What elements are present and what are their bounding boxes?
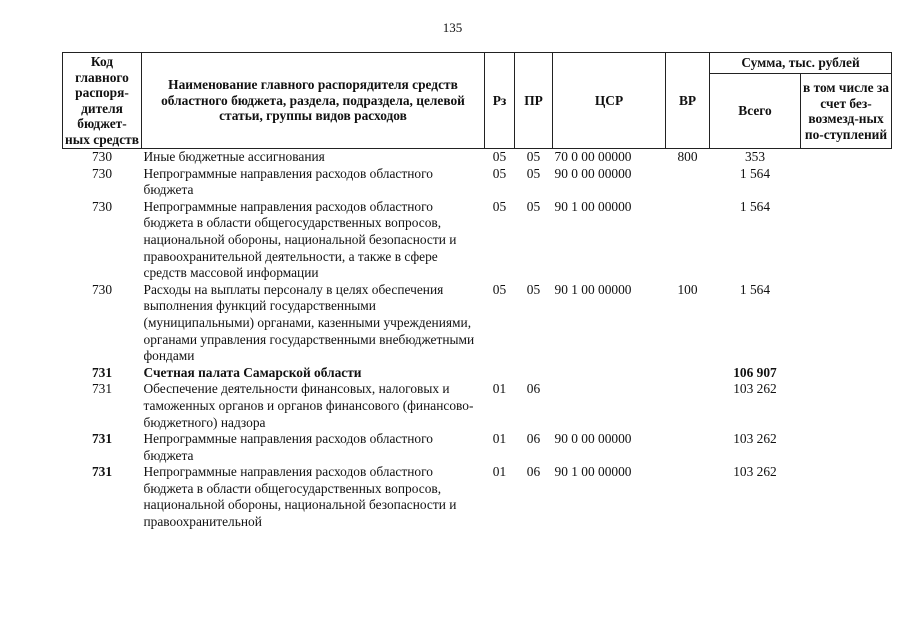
row-total: 106 907 — [733, 364, 777, 380]
row-code: 730 — [91, 149, 113, 164]
row-csr: 90 0 00 00000 — [554, 165, 632, 181]
row-vr — [666, 464, 710, 530]
row-csr — [553, 365, 666, 382]
header-name: Наименование главного распорядителя средств областного бюджета, раздела, подраздела, целевой статьи, группы видов расходов — [142, 53, 485, 149]
header-csr: ЦСР — [553, 53, 666, 149]
row-csr — [553, 381, 666, 431]
row-code: 730 — [91, 198, 113, 214]
page-number: 135 — [442, 20, 463, 35]
row-rz: 05 — [492, 198, 507, 214]
row-vr — [666, 381, 710, 431]
row-total: 1 564 — [739, 198, 771, 214]
row-vr — [666, 365, 710, 382]
row-csr: 90 0 00 00000 — [554, 431, 632, 447]
row-code: 730 — [91, 165, 113, 181]
table-row — [63, 166, 892, 199]
row-csr: 70 0 00 00000 — [554, 149, 632, 164]
row-vr — [666, 431, 710, 464]
row-pr: 06 — [526, 431, 541, 447]
row-gratuitous — [801, 431, 892, 464]
row-pr — [515, 365, 553, 382]
row-pr: 05 — [526, 149, 541, 164]
table-row — [63, 365, 892, 382]
table-body — [63, 149, 892, 531]
table-row — [63, 282, 892, 365]
row-vr: 800 — [677, 149, 698, 164]
budget-table — [62, 52, 892, 531]
row-rz: 01 — [492, 381, 507, 397]
row-rz: 01 — [492, 464, 507, 480]
row-gratuitous — [801, 381, 892, 431]
row-total: 1 564 — [739, 165, 771, 181]
row-csr: 90 1 00 00000 — [554, 281, 632, 297]
row-total: 1 564 — [739, 281, 771, 297]
row-gratuitous — [801, 149, 892, 166]
row-gratuitous — [801, 282, 892, 365]
row-pr: 05 — [526, 198, 541, 214]
row-name: Обеспечение деятельности финансовых, налоговых и таможенных органов и органов финансового (финансово-бюджетного) надзора — [143, 381, 474, 430]
row-gratuitous — [801, 464, 892, 530]
row-total: 103 262 — [733, 464, 777, 480]
header-vr: ВР — [666, 53, 710, 149]
row-csr: 90 1 00 00000 — [554, 198, 632, 214]
row-rz: 05 — [492, 165, 507, 181]
row-name: Счетная палата Самарской области — [143, 364, 362, 380]
row-name: Непрограммные направления расходов областного бюджета в области общегосударственных вопросов, национальной обороны, национальной безопасности и правоохранительной деятельности, а также в сфере средств массовой информации — [143, 198, 457, 281]
row-csr: 90 1 00 00000 — [554, 464, 632, 480]
header-rz: Рз — [485, 53, 515, 149]
table-row — [63, 149, 892, 166]
row-total: 103 262 — [733, 381, 777, 397]
row-name: Непрограммные направления расходов областного бюджета — [143, 431, 433, 463]
row-pr: 05 — [526, 281, 541, 297]
header-sum: Сумма, тыс. рублей — [710, 53, 892, 74]
row-pr: 06 — [526, 464, 541, 480]
row-name: Непрограммные направления расходов областного бюджета — [143, 165, 433, 198]
row-rz: 05 — [492, 281, 507, 297]
row-pr: 05 — [526, 165, 541, 181]
row-code: 730 — [91, 281, 113, 297]
row-code: 731 — [91, 464, 113, 480]
row-total: 103 262 — [733, 431, 777, 447]
header-total: Всего — [710, 74, 801, 149]
row-code: 731 — [91, 381, 113, 397]
row-name: Иные бюджетные ассигнования — [143, 149, 325, 164]
row-pr: 06 — [526, 381, 541, 397]
row-vr: 100 — [677, 281, 698, 297]
table-row — [63, 464, 892, 530]
row-rz: 05 — [492, 149, 507, 164]
table-header — [63, 53, 892, 149]
row-gratuitous — [801, 166, 892, 199]
table-row — [63, 381, 892, 431]
row-gratuitous — [801, 199, 892, 282]
row-code: 731 — [91, 431, 113, 447]
header-code: Код главного распоря-дителя бюджет-ных средств — [63, 53, 142, 149]
row-total: 353 — [744, 149, 766, 164]
row-vr — [666, 166, 710, 199]
header-pr: ПР — [515, 53, 553, 149]
header-gratuitous: в том числе за счет без-возмезд-ных по-ступлений — [801, 74, 892, 149]
row-code: 731 — [91, 364, 113, 380]
row-name: Расходы на выплаты персоналу в целях обеспечения выполнения функций государственными (муниципальными) органами, казенными учреждениями, органами управления государственными внебюджетными фондами — [143, 281, 475, 364]
row-vr — [666, 199, 710, 282]
row-rz: 01 — [492, 431, 507, 447]
row-gratuitous — [801, 365, 892, 382]
table-row — [63, 199, 892, 282]
table-row — [63, 431, 892, 464]
row-name: Непрограммные направления расходов областного бюджета в области общегосударственных вопросов, национальной обороны, национальной безопасности и правоохранительной — [143, 464, 457, 530]
row-rz — [485, 365, 515, 382]
